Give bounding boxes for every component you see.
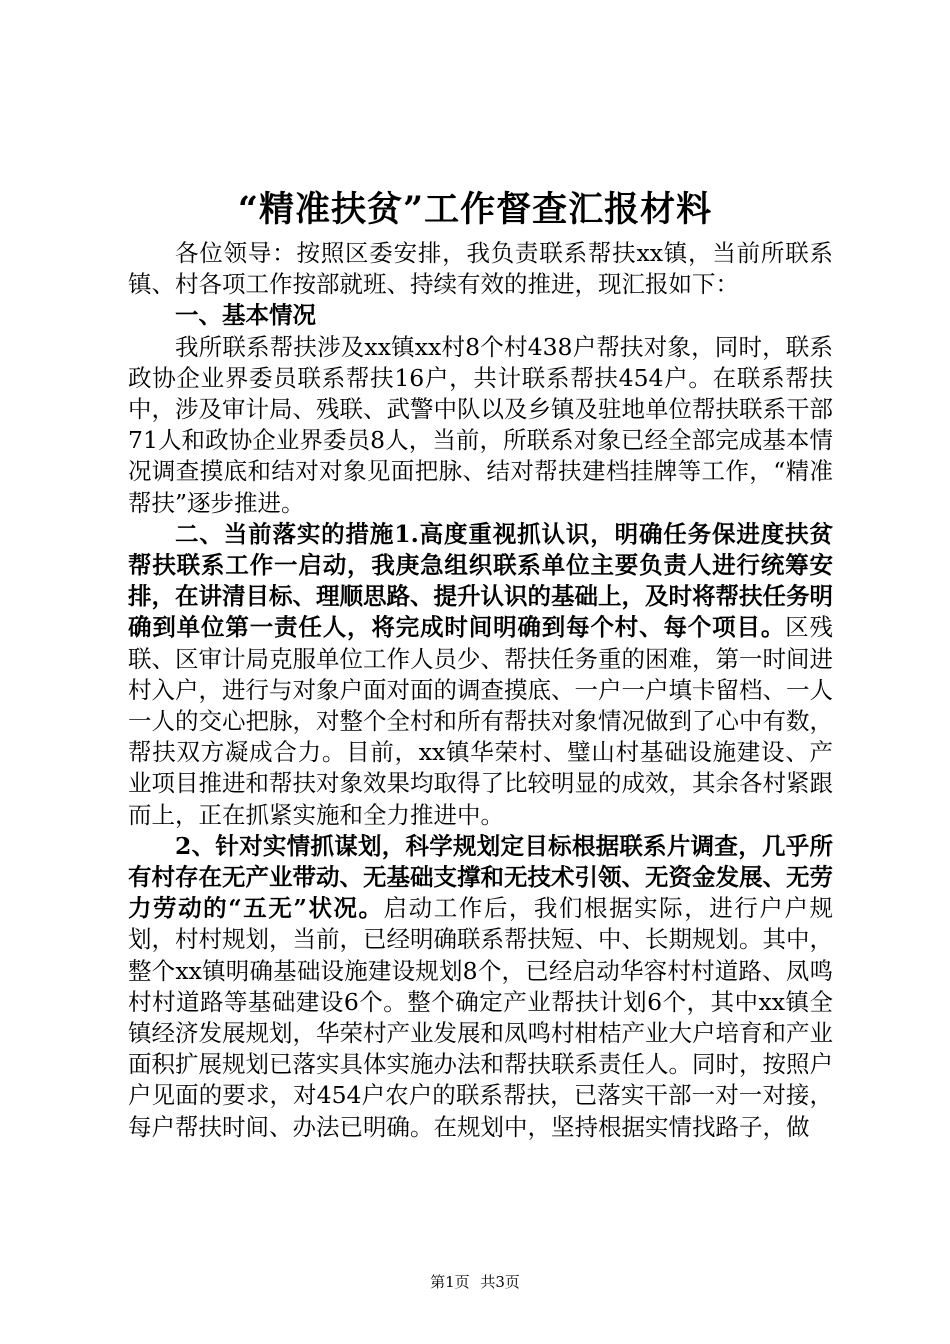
measures-body-bold: 扶贫帮扶联系工作一启动，我庚急组织联系单位主要负责人进行统筹安排，在讲清目标、理顺思路、提升认识的基础上，及时将帮扶任务明确到单位第一责任人，将完成时间明确到每个村、每个项目。 [128, 519, 833, 642]
basic-situation-paragraph: 我所联系帮扶涉及xx镇xx村8个村438户帮扶对象，同时，联系政协企业界委员联系帮扶16户，共计联系帮扶454户。在联系帮扶中，涉及审计局、残联、武警中队以及乡镇及驻地单位帮扶联系干部71人和政协企业界委员8人，当前，所联系对象已经全部完成基本情况调查摸底和结对对象见面把脉、结对帮扶建档挂牌等工作，“精准帮扶”逐步推进。 [128, 332, 833, 517]
measures-body: 区残联、区审计局克服单位工作人员少、帮扶任务重的困难，第一时间进村入户，进行与对象户面对面的调查摸底、一户一户填卡留档、一人一人的交心把脉，对整个全村和所有帮扶对象情况做到了心中有数，帮扶双方凝成合力。目前，xx镇华荣村、璧山村基础设施建设、产业项目推进和帮扶对象效果均取得了比较明显的成效，其余各村紧跟而上，正在抓紧实施和全力推进中。 [128, 613, 834, 829]
planning-paragraph [128, 831, 833, 1143]
planning-heading: 2、针对实情抓谋划，科学规划定目标根据联系片调查，几乎所有村存在无产业带动、无基础支撑和无技术引领、无资金发展、无劳力劳动的“五无”状况。 [128, 831, 833, 923]
page-number-current: 第1页 [430, 1273, 470, 1291]
intro-paragraph: 各位领导：按照区委安排，我负责联系帮扶xx镇，当前所联系镇、村各项工作按部就班、持续有效的推进，现汇报如下： [128, 239, 833, 299]
document-body [128, 238, 833, 1143]
page-number-total: 共3页 [480, 1273, 520, 1291]
planning-body: 启动工作后，我们根据实际，进行户户规划，村村规划，当前，已经明确联系帮扶短、中、长期规划。其中，整个xx镇明确基础设施建设规划8个，已经启动华容村村道路、凤鸣村村道路等基础建设6个。整个确定产业帮扶计划6个，其中xx镇全镇经济发展规划，华荣村产业发展和凤鸣村柑桔产业大户培育和产业面积扩展规划已落实具体实施办法和帮扶联系责任人。同时，按照户户见面的要求，对454户农户的联系帮扶，已落实干部一对一对接，每户帮扶时间、办法已明确。在规划中，坚持根据实情找路子，做 [128, 894, 833, 1141]
measures-paragraph [128, 519, 833, 831]
measures-heading: 二、当前落实的措施1.高度重视抓认识，明确任务保进度 [175, 519, 786, 548]
page-footer [0, 1272, 950, 1292]
section-heading-basic: 一、基本情况 [175, 301, 316, 330]
document-title: “精准扶贫”工作督查汇报材料 [237, 189, 713, 230]
